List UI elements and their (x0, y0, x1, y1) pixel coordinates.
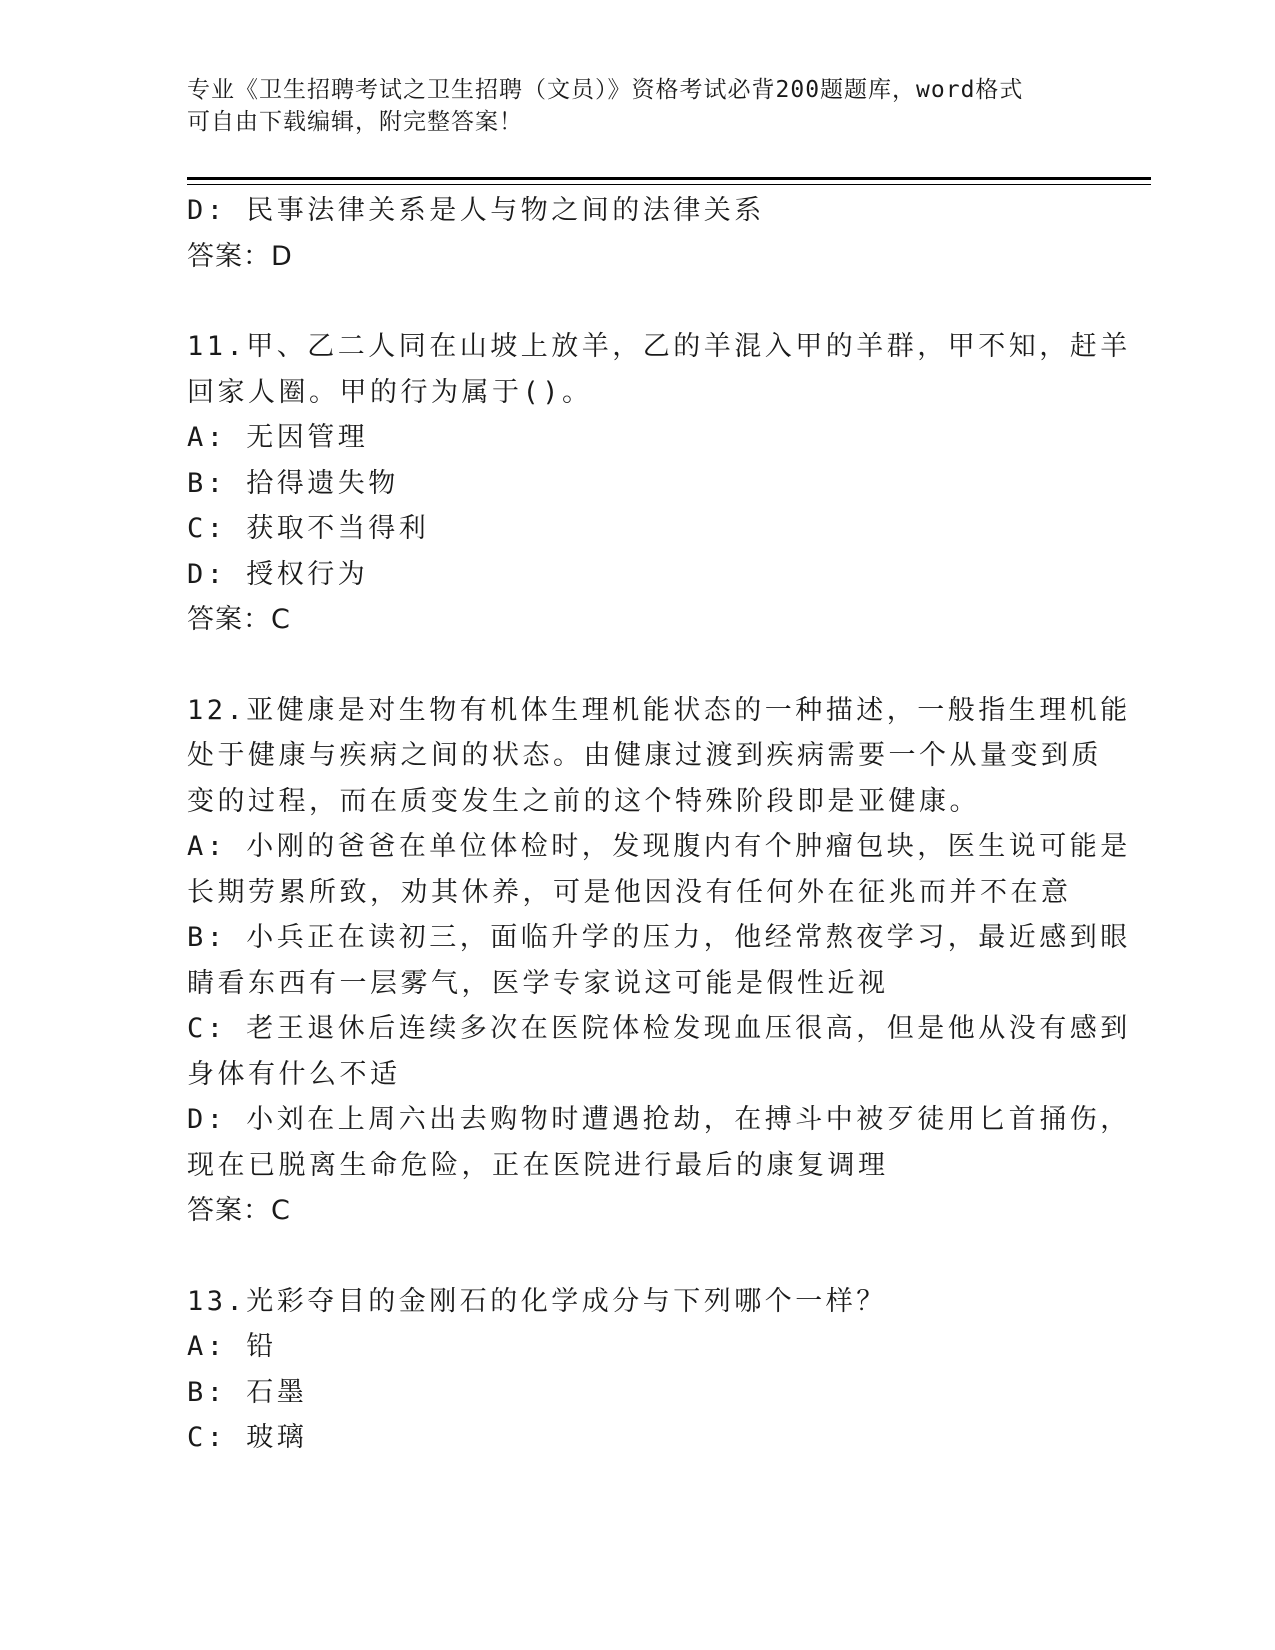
option-b: B: 拾得遗失物 (187, 467, 399, 499)
question-content (187, 188, 1131, 1461)
block-spacer (187, 1234, 1087, 1279)
header-title-line-1: 专业《卫生招聘考试之卫生招聘（文员）》资格考试必背200题题库，word格式 (187, 77, 1024, 103)
question-stem: 处于健康与疾病之间的状态。由健康过渡到疾病需要一个从量变到质 (187, 740, 1102, 771)
block-spacer (187, 643, 1087, 688)
question-stem: 11.甲、乙二人同在山坡上放羊，乙的羊混入甲的羊群，甲不知，赶羊 (187, 331, 1131, 362)
option-a: A: 铅 (187, 1331, 277, 1362)
answer-line: 答案：D (187, 240, 293, 272)
option-d: D: 民事法律关系是人与物之间的法律关系 (187, 195, 765, 226)
option-a: A: 无因管理 (187, 422, 369, 453)
question-stem: 变的过程，而在质变发生之前的这个特殊阶段即是亚健康。 (187, 785, 980, 817)
question-stem: 13.光彩夺目的金刚石的化学成分与下列哪个一样？ (187, 1285, 887, 1317)
option-b: B: 石墨 (187, 1376, 308, 1408)
question-stem: 回家人圈。甲的行为属于()。 (187, 376, 593, 408)
option-b-continued: 睛看东西有一层雾气，医学专家说这可能是假性近视 (187, 967, 889, 999)
question-block-11 (187, 324, 1131, 643)
option-b: B: 小兵正在读初三，面临升学的压力，他经常熬夜学习，最近感到眼 (187, 922, 1131, 953)
option-d: D: 授权行为 (187, 558, 369, 590)
option-c: C: 老王退休后连续多次在医院体检发现血压很高，但是他从没有感到 (187, 1013, 1131, 1044)
answer-line: 答案：C (187, 604, 291, 635)
option-a-continued: 长期劳累所致，劝其休养，可是他因没有任何外在征兆而并不在意 (187, 876, 1072, 908)
question-block-prev (187, 188, 1087, 279)
question-block-12 (187, 688, 1131, 1234)
option-d-continued: 现在已脱离生命危险，正在医院进行最后的康复调理 (187, 1149, 889, 1181)
option-c: C: 玻璃 (187, 1422, 308, 1453)
answer-line: 答案：C (187, 1195, 291, 1226)
question-block-13 (187, 1279, 1087, 1461)
header-divider-thick (187, 177, 1151, 180)
option-c: C: 获取不当得利 (187, 513, 430, 544)
header-title-line-2: 可自由下载编辑，附完整答案！ (187, 109, 523, 135)
document-header (187, 74, 1087, 138)
header-divider-thin (187, 184, 1151, 185)
option-c-continued: 身体有什么不适 (187, 1058, 401, 1090)
option-d: D: 小刘在上周六出去购物时遭遇抢劫，在搏斗中被歹徒用匕首捅伤， (187, 1104, 1131, 1135)
option-a: A: 小刚的爸爸在单位体检时，发现腹内有个肿瘤包块，医生说可能是 (187, 831, 1131, 862)
question-stem: 12.亚健康是对生物有机体生理机能状态的一种描述，一般指生理机能 (187, 694, 1131, 726)
block-spacer (187, 279, 1087, 324)
